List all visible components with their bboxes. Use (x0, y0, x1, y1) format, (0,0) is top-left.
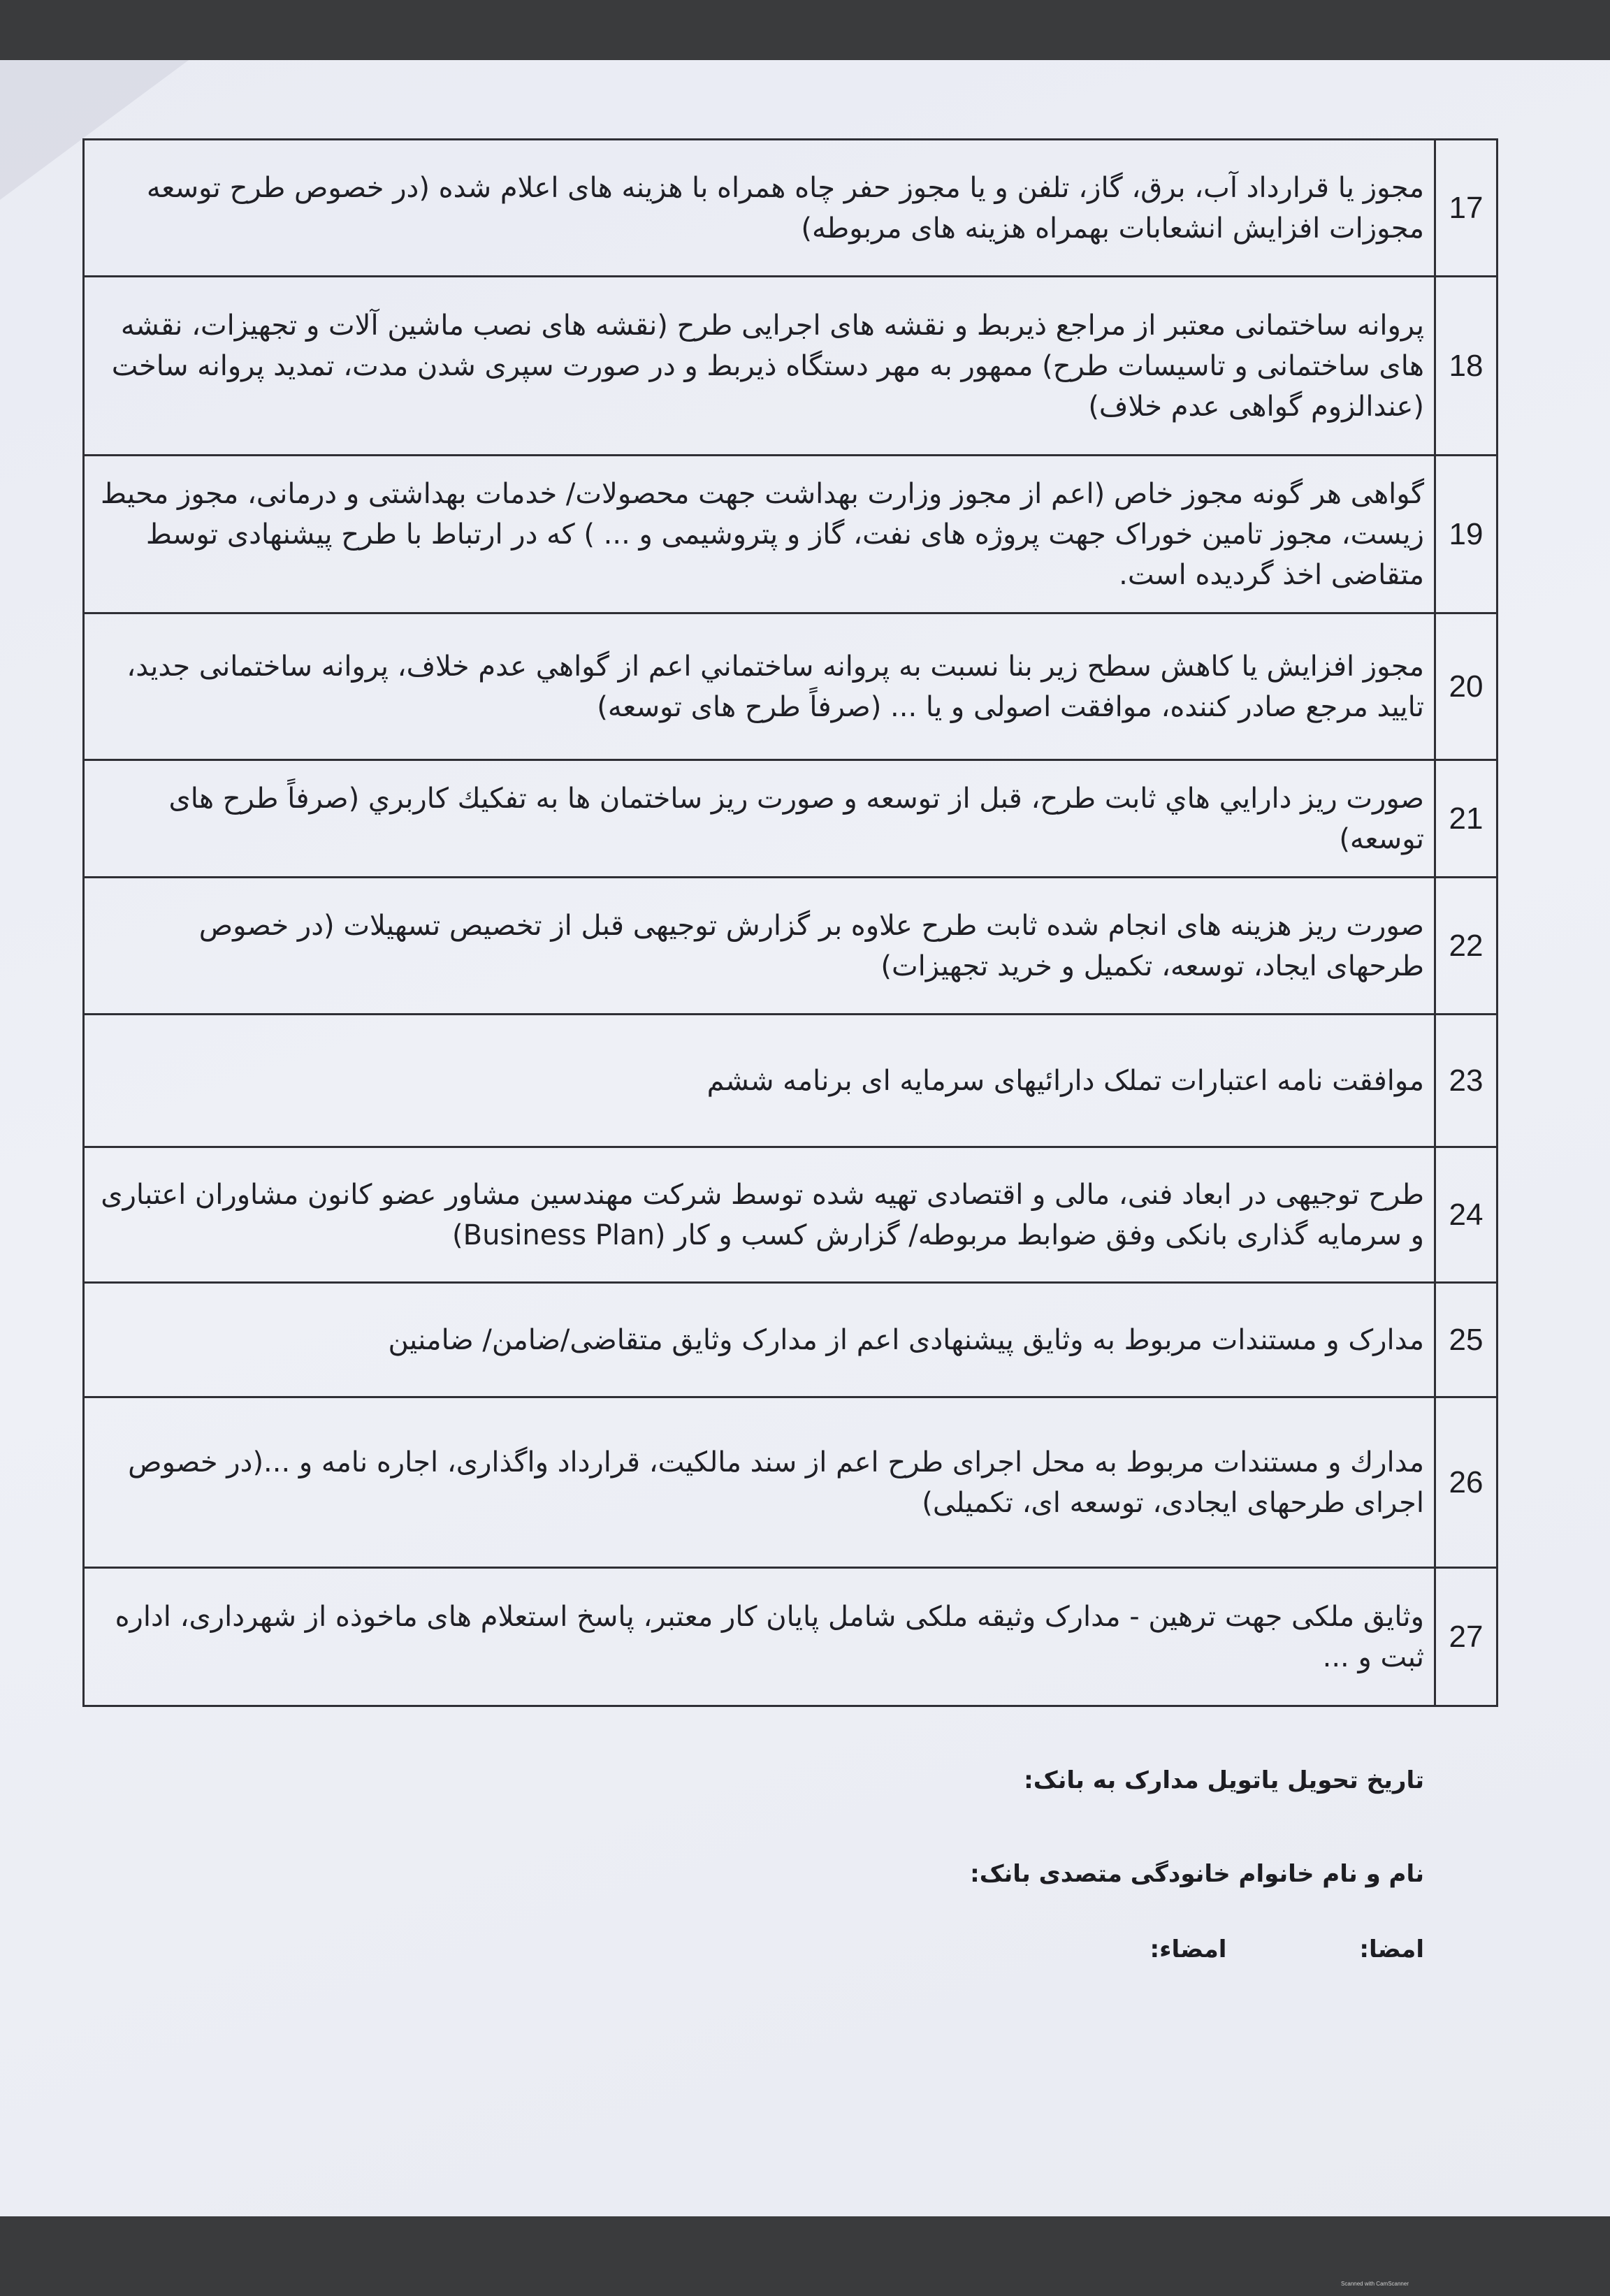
item-text: مجوز یا قرارداد آب، برق، گاز، تلفن و یا مجوز حفر چاه همراه با هزینه های اعلام شده (در خصوص طرح توسعه مجوزات افزایش انشعابات بهمراه هزینه های مربوطه) (84, 140, 1435, 277)
table-row (84, 878, 1497, 1015)
documents-checklist-table (82, 138, 1498, 1707)
bank-officer-name-label: نام و نام خانوام خانودگی متصدی بانک: (970, 1860, 1424, 1888)
item-number: 18 (1435, 277, 1497, 456)
scan-background-top (0, 0, 1610, 60)
item-number: 24 (1435, 1147, 1497, 1283)
signature-row (1150, 1935, 1424, 1963)
table-row (84, 140, 1497, 277)
item-number: 22 (1435, 878, 1497, 1015)
item-text: صورت ریز هزینه های انجام شده ثابت طرح علاوه بر گزارش توجیهی قبل از تخصیص تسهیلات (در خصوص طرحهای ایجاد، توسعه، تکمیل و خرید تجهیزات) (84, 878, 1435, 1015)
item-number: 25 (1435, 1283, 1497, 1397)
item-text: پروانه ساختمانی معتبر از مراجع ذیربط و نقشه های اجرایی طرح (نقشه های نصب ماشین آلات و تجهیزات، نقشه های ساختمانی و تاسیسات طرح) ممهور به مهر دستگاه ذیربط و در صورت سپری شدن مدت، تمدید پروانه ساخت (عندالزوم گواهی عدم خلاف) (84, 277, 1435, 456)
delivery-date-label: تاریخ تحویل یاتویل مدارک به بانک: (1024, 1766, 1424, 1794)
item-text: گواهی هر گونه مجوز خاص (اعم از مجوز وزارت بهداشت جهت محصولات/ خدمات بهداشتی و درمانی، مجوز محیط زیست، مجوز تامین خوراک جهت پروژه های نفت، گاز و پتروشیمی و ... ) که در ارتباط با طرح پیشنهادی توسط متقاضی اخذ گردیده است. (84, 456, 1435, 613)
item-text: موافقت نامه اعتبارات تملک دارائیهای سرمایه ای برنامه ششم (84, 1015, 1435, 1147)
item-number: 20 (1435, 613, 1497, 760)
item-number: 19 (1435, 456, 1497, 613)
table-row (84, 277, 1497, 456)
item-text: طرح توجیهی در ابعاد فنی، مالی و اقتصادی تهیه شده توسط شرکت مهندسین مشاور عضو کانون مشاوران اعتباری و سرمایه گذاری بانکی وفق ضوابط مربوطه/ گزارش کسب و کار (Business Plan) (84, 1147, 1435, 1283)
item-number: 26 (1435, 1397, 1497, 1568)
item-number: 21 (1435, 760, 1497, 878)
table-row (84, 456, 1497, 613)
scanner-watermark: Scanned with CamScanner (1341, 2281, 1409, 2287)
signature-label-alt: امضاء: (1150, 1935, 1227, 1963)
table-row (84, 1568, 1497, 1706)
item-text: مدارک و مستندات مربوط به وثایق پیشنهادی اعم از مدارک وثایق متقاضی/ضامن/ ضامنین (84, 1283, 1435, 1397)
signature-label: امضا: (1359, 1935, 1424, 1963)
item-text: صورت ریز دارايي هاي ثابت طرح، قبل از توسعه و صورت ریز ساختمان ها به تفکیك کاربري (صرفاً طرح های توسعه) (84, 760, 1435, 878)
item-number: 23 (1435, 1015, 1497, 1147)
table-row (84, 613, 1497, 760)
item-number: 17 (1435, 140, 1497, 277)
table-row (84, 1283, 1497, 1397)
table-row (84, 1015, 1497, 1147)
table-row (84, 760, 1497, 878)
item-text: مدارك و مستندات مربوط به محل اجرای طرح اعم از سند مالکیت، قرارداد واگذاری، اجاره نامه و ...(در خصوص اجرای طرحهای ایجادی، توسعه ای، تکمیلی) (84, 1397, 1435, 1568)
item-number: 27 (1435, 1568, 1497, 1706)
item-text: مجوز افزایش یا کاهش سطح زیر بنا نسبت به پروانه ساختماني اعم از گواهي عدم خلاف، پروانه ساختمانی جدید، تایید مرجع صادر کننده، موافقت اصولی و یا ... (صرفاً طرح های توسعه) (84, 613, 1435, 760)
table-row (84, 1397, 1497, 1568)
item-text: وثایق ملکی جهت ترهین - مدارک وثیقه ملکی شامل پایان کار معتبر، پاسخ استعلام های ماخوذه از شهرداری، اداره ثبت و ... (84, 1568, 1435, 1706)
table-row (84, 1147, 1497, 1283)
